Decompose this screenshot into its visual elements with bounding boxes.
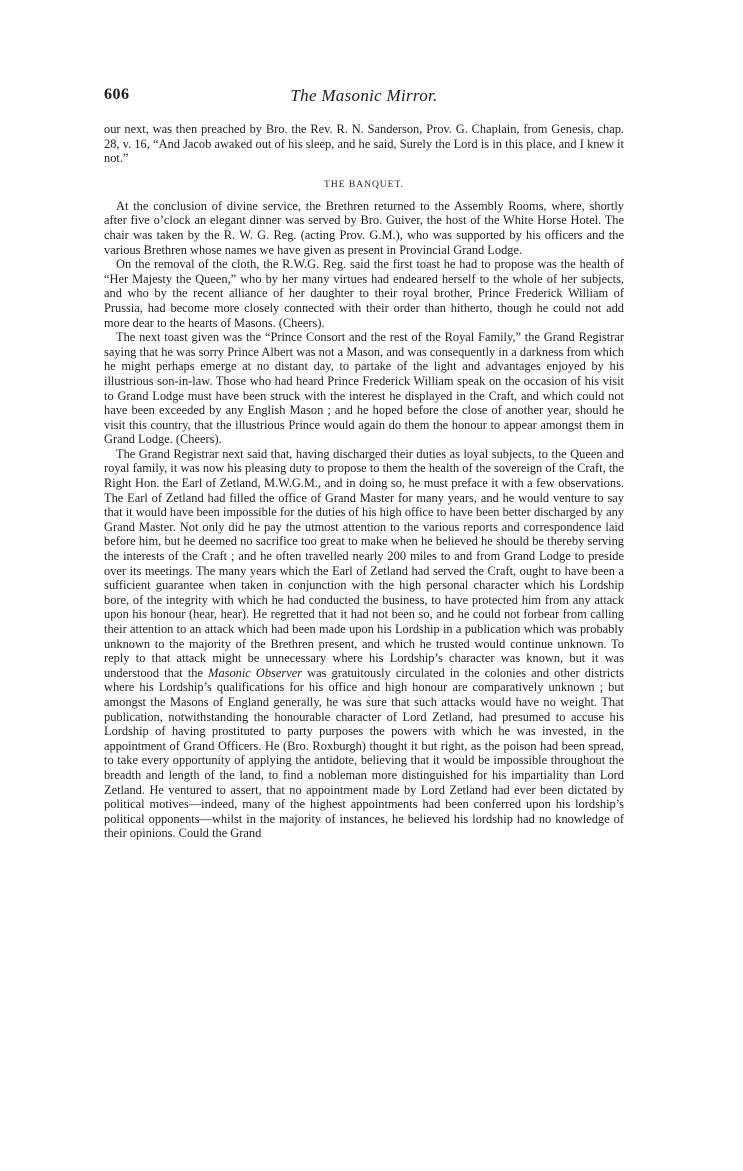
paragraph-banquet-dinner: At the conclusion of divine service, the Brethren returned to the Assembly Rooms, where, shortly after five o’clock an elegant dinner was served by Bro. Guiver, the host of the White Horse Hotel. The chair was taken by the R. W. G. Reg. (acting Prov. G.M.), who was supported by his officers and the various Brethren whose names we have given as present in Provincial Grand Lodge. [104,198,624,257]
opening-paragraph: our next, was then preached by Bro. the Rev. R. N. Sanderson, Prov. G. Chaplain, from Genesis, chap. 28, v. 16, “And Jacob awaked out of his sleep, and he said, Surely the Lord is in this place, and I knew it not.” [104,122,624,166]
running-head [104,86,624,114]
paragraph-queen-toast: On the removal of the cloth, the R.W.G. Reg. said the first toast he had to propose was the health of “Her Majesty the Queen,” who by her many virtues had endeared herself to the whole of her subjects, and who by the recent alliance of her daughter to their royal brother, Prince Frederick William of Prussia, had become more closely connected with their order than hitherto, though he could not add more dear to the hearts of Masons. (Cheers). [104,257,624,330]
journal-title: The Masonic Mirror. [290,86,438,105]
paragraph-prince-consort-toast: The next toast given was the “Prince Consort and the rest of the Royal Family,” the Grand Registrar saying that he was sorry Prince Albert was not a Mason, and was consequently in a darkness from which he might perhaps emerge at no distant day, to partake of the light and advantages enjoyed by his illustrious son-in-law. Those who had heard Prince Frederick William speak on the occasion of his visit to Grand Lodge must have been struck with the interest he displayed in the Craft, and which could not have been exceeded by any English Mason ; and he hoped before the close of another year, should he visit this country, that the illustrious Prince would again do them the honour to appear amongst them in Grand Lodge. (Cheers). [104,330,624,447]
paragraph-grand-master-toast [104,447,624,841]
paragraph-text-part-1: The Grand Registrar next said that, having discharged their duties as loyal subjects, to the Queen and royal family, it was now his pleasing duty to propose to them the health of the sovereign of the Craft, the Right Hon. the Earl of Zetland, M.W.G.M., and in doing so, he must preface it with a few observations. The Earl of Zetland had filled the office of Grand Master for many years, and he would venture to say that it would have been impossible for the duties of his high office to have been better discharged by any Grand Master. Not only did he pay the utmost attention to the various reports and correspondence laid before him, but he deemed no sacrifice too great to make when he believed he should be thereby serving the interests of the Craft ; and he often travelled nearly 200 miles to and from Grand Lodge to preside over its meetings. The many years which the Earl of Zetland had served the Craft, ought to have been a sufficient guarantee when taken in conjunction with the high personal character which his Lordship bore, of the integrity with which he had conducted the business, to have protected him from any attack upon his honour (hear, hear). He regretted that it had not been so, and he could not forbear from calling their attention to an attack which had been made upon his Lordship in a publication which was probably unknown to the majority of the Brethren present, and which he trusted would continue unknown. To reply to that attack might be unnecessary where his Lordship’s character was known, but it was understood that the [104,446,624,680]
publication-name: Masonic Observer [208,665,303,680]
paragraph-text-part-2: was gratuitously circulated in the colonies and other districts where his Lordship’s qualifications for his office and high honour are comparatively unknown ; but amongst the Masons of England generally, he was sure that such attacks would have no weight. That publication, notwithstanding the honourable character of Lord Zetland, had presumed to accuse his Lordship of having prostituted to party purposes the powers with which he was invested, in the appointment of Grand Officers. He (Bro. Roxburgh) thought it but right, as the poison had been spread, to take every opportunity of applying the antidote, believing that it would be impossible throughout the breadth and length of the land, to find a nobleman more distinguished for his impartiality than Lord Zetland. He ventured to assert, that no appointment made by Lord Zetland had ever been dictated by political motives—indeed, many of the highest appointments had been conferred upon his lordship’s political opponents—whilst in the majority of instances, he believed his lordship had no knowledge of their opinions. Could the Grand [104,665,624,841]
page-number: 606 [104,86,130,103]
document-page [104,86,624,841]
section-heading: THE BANQUET. [324,179,404,190]
